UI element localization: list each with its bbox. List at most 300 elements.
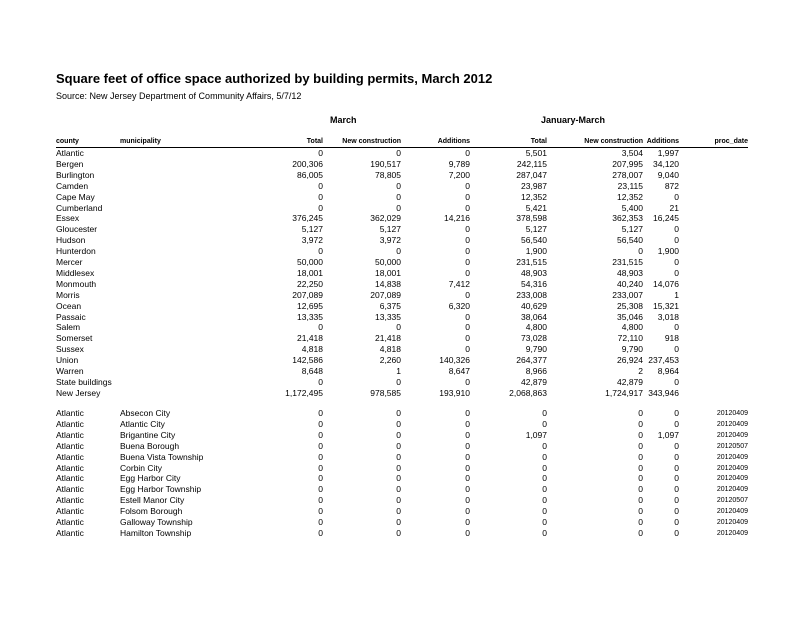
cell-jm-total: 56,540 <box>521 235 547 246</box>
cell-jm-new-construction: 0 <box>638 506 643 517</box>
cell-jm-total: 242,115 <box>516 158 547 169</box>
cell-new-construction: 0 <box>396 527 401 538</box>
cell-jm-total: 48,903 <box>521 267 547 278</box>
cell-additions: 0 <box>465 462 470 473</box>
cell-jm-additions: 1 <box>674 289 679 300</box>
cell-county: Mercer <box>56 257 83 267</box>
cell-new-construction: 3,972 <box>379 235 401 246</box>
cell-additions: 0 <box>465 246 470 257</box>
cell-municipality: Galloway Township <box>120 517 193 527</box>
table-row <box>0 312 800 323</box>
cell-total: 0 <box>318 484 323 495</box>
cell-county: Atlantic <box>56 484 84 495</box>
cell-jm-new-construction: 26,924 <box>617 355 643 366</box>
table-row <box>0 213 800 224</box>
cell-jm-additions: 21 <box>669 202 679 213</box>
cell-jm-additions: 0 <box>674 440 679 451</box>
cell-jm-new-construction: 42,879 <box>617 376 643 387</box>
table-row <box>0 170 800 181</box>
cell-jm-total: 38,064 <box>521 311 547 322</box>
table-row <box>0 148 800 159</box>
table-row <box>0 344 800 355</box>
cell-jm-additions: 0 <box>674 484 679 495</box>
column-header-jm-total: Total <box>530 138 547 145</box>
cell-additions: 0 <box>465 191 470 202</box>
cell-municipality: Egg Harbor Township <box>120 484 202 495</box>
cell-jm-total: 378,598 <box>516 213 547 224</box>
table-row <box>0 463 800 474</box>
cell-new-construction: 0 <box>396 429 401 440</box>
cell-total: 0 <box>318 418 323 429</box>
cell-new-construction: 0 <box>396 191 401 202</box>
cell-jm-total: 4,800 <box>525 322 547 333</box>
cell-county: Atlantic <box>56 473 84 484</box>
cell-additions: 0 <box>465 451 470 462</box>
cell-jm-new-construction: 278,007 <box>612 169 643 180</box>
cell-new-construction: 978,585 <box>370 387 401 398</box>
cell-new-construction: 190,517 <box>370 158 401 169</box>
table-row <box>0 301 800 312</box>
cell-jm-total: 287,047 <box>516 169 547 180</box>
cell-additions: 193,910 <box>439 387 470 398</box>
cell-county: Salem <box>56 322 81 333</box>
cell-new-construction: 14,838 <box>375 278 401 289</box>
cell-total: 0 <box>318 506 323 517</box>
cell-county: Atlantic <box>56 527 84 538</box>
table-row <box>0 355 800 366</box>
table-row <box>0 473 800 484</box>
cell-proc-date: 20120409 <box>716 519 748 526</box>
cell-jm-additions: 0 <box>674 462 679 473</box>
cell-new-construction: 0 <box>396 180 401 191</box>
cell-jm-additions: 0 <box>674 506 679 517</box>
cell-county: Passaic <box>56 311 86 322</box>
cell-jm-new-construction: 2 <box>638 366 643 376</box>
cell-additions: 0 <box>465 440 470 451</box>
cell-jm-total: 0 <box>542 473 547 484</box>
cell-new-construction: 0 <box>396 473 401 484</box>
cell-total: 13,335 <box>297 311 323 322</box>
cell-additions: 0 <box>465 180 470 191</box>
cell-proc-date: 20120409 <box>716 464 748 472</box>
cell-proc-date: 20120409 <box>716 410 748 417</box>
cell-new-construction: 0 <box>396 495 401 506</box>
cell-additions: 6,320 <box>448 300 470 311</box>
cell-jm-additions: 3,018 <box>657 311 679 322</box>
cell-additions: 0 <box>465 344 470 355</box>
cell-jm-additions: 0 <box>674 344 679 355</box>
cell-jm-total: 42,879 <box>521 376 547 387</box>
cell-new-construction: 0 <box>396 484 401 495</box>
cell-proc-date: 20120409 <box>716 529 748 537</box>
cell-jm-total: 0 <box>542 440 547 451</box>
cell-total: 22,250 <box>297 278 323 289</box>
cell-new-construction: 0 <box>396 517 401 527</box>
cell-new-construction: 0 <box>396 322 401 333</box>
cell-jm-total: 73,028 <box>521 333 547 344</box>
cell-county: Somerset <box>56 333 93 344</box>
cell-jm-new-construction: 4,800 <box>621 322 643 333</box>
cell-county: New Jersey <box>56 387 101 398</box>
cell-municipality: Atlantic City <box>120 418 165 429</box>
table-row <box>0 430 800 441</box>
cell-county: Atlantic <box>56 418 84 429</box>
cell-jm-total: 9,790 <box>525 344 547 355</box>
cell-new-construction: 2,260 <box>379 355 401 366</box>
cell-jm-total: 5,127 <box>525 224 547 235</box>
cell-additions: 14,216 <box>444 213 470 224</box>
cell-proc-date: 20120409 <box>716 453 748 461</box>
table-row <box>0 506 800 517</box>
group-header-jan-march: January-March <box>541 115 606 125</box>
cell-total: 0 <box>318 408 323 418</box>
cell-jm-new-construction: 0 <box>638 527 643 538</box>
cell-total: 21,418 <box>297 333 323 344</box>
cell-additions: 9,789 <box>448 158 470 169</box>
cell-total: 0 <box>318 462 323 473</box>
cell-municipality: Egg Harbor City <box>120 473 181 484</box>
cell-new-construction: 0 <box>396 451 401 462</box>
cell-jm-new-construction: 25,308 <box>617 300 643 311</box>
cell-jm-total: 0 <box>542 527 547 538</box>
cell-proc-date: 20120507 <box>716 442 748 450</box>
cell-jm-new-construction: 9,790 <box>621 344 643 355</box>
cell-jm-new-construction: 35,046 <box>617 311 643 322</box>
cell-jm-additions: 0 <box>674 322 679 333</box>
cell-additions: 0 <box>465 235 470 246</box>
column-header-total: Total <box>306 138 323 145</box>
cell-total: 0 <box>318 451 323 462</box>
cell-total: 86,005 <box>297 169 323 180</box>
cell-additions: 0 <box>465 376 470 387</box>
cell-municipality: Absecon City <box>120 408 171 418</box>
cell-additions: 0 <box>465 267 470 278</box>
table-row <box>0 441 800 452</box>
cell-additions: 0 <box>465 408 470 418</box>
cell-jm-total: 0 <box>542 418 547 429</box>
cell-jm-additions: 0 <box>674 376 679 387</box>
cell-municipality: Buena Vista Township <box>120 451 204 462</box>
cell-proc-date: 20120409 <box>716 431 748 439</box>
cell-total: 0 <box>318 191 323 202</box>
page-title: Square feet of office space authorized by building permits, March 2012 <box>56 71 493 86</box>
cell-jm-new-construction: 0 <box>638 517 643 527</box>
cell-additions: 7,200 <box>448 169 470 180</box>
cell-county: Ocean <box>56 300 82 311</box>
cell-total: 0 <box>318 376 323 387</box>
table-row <box>0 246 800 257</box>
column-header-proc-date: proc_date <box>714 138 748 145</box>
cell-additions: 0 <box>465 418 470 429</box>
cell-new-construction: 0 <box>396 148 401 158</box>
cell-new-construction: 0 <box>396 418 401 429</box>
cell-jm-additions: 1,097 <box>657 429 679 440</box>
cell-jm-new-construction: 0 <box>638 473 643 484</box>
table-row <box>0 235 800 246</box>
cell-jm-total: 233,008 <box>516 289 547 300</box>
cell-new-construction: 0 <box>396 462 401 473</box>
cell-jm-additions: 0 <box>674 224 679 235</box>
table-row <box>0 322 800 333</box>
cell-total: 50,000 <box>297 257 323 267</box>
table-row <box>0 181 800 192</box>
cell-jm-total: 0 <box>542 451 547 462</box>
cell-total: 0 <box>318 180 323 191</box>
cell-jm-total: 40,629 <box>521 300 547 311</box>
column-header-jm-new-construction: New construction <box>584 138 643 145</box>
cell-additions: 0 <box>465 506 470 517</box>
table-row <box>0 257 800 268</box>
cell-jm-total: 1,900 <box>525 246 547 257</box>
cell-county: Hudson <box>56 235 86 246</box>
table-row <box>0 192 800 203</box>
cell-jm-additions: 15,321 <box>653 300 679 311</box>
cell-jm-total: 12,352 <box>521 191 547 202</box>
cell-jm-additions: 0 <box>674 257 679 267</box>
cell-jm-additions: 0 <box>674 191 679 202</box>
table-row <box>0 528 800 539</box>
table-row <box>0 517 800 528</box>
cell-jm-additions: 0 <box>674 267 679 278</box>
cell-jm-additions: 0 <box>674 235 679 246</box>
cell-municipality: Hamilton Township <box>120 527 192 538</box>
cell-county: Atlantic <box>56 148 84 158</box>
cell-jm-total: 1,097 <box>525 429 547 440</box>
cell-county: Atlantic <box>56 506 84 517</box>
cell-total: 0 <box>318 527 323 538</box>
cell-new-construction: 50,000 <box>375 257 401 267</box>
cell-additions: 7,412 <box>448 278 470 289</box>
cell-jm-new-construction: 0 <box>638 462 643 473</box>
cell-county: State buildings <box>56 376 112 387</box>
cell-jm-new-construction: 231,515 <box>612 257 643 267</box>
cell-jm-additions: 0 <box>674 408 679 418</box>
cell-total: 0 <box>318 517 323 527</box>
cell-additions: 0 <box>465 484 470 495</box>
cell-jm-additions: 34,120 <box>653 158 679 169</box>
cell-total: 376,245 <box>292 213 323 224</box>
cell-total: 8,648 <box>301 366 323 376</box>
cell-jm-additions: 0 <box>674 473 679 484</box>
cell-county: Bergen <box>56 158 84 169</box>
cell-jm-new-construction: 0 <box>638 429 643 440</box>
table-row <box>0 290 800 301</box>
cell-jm-additions: 0 <box>674 418 679 429</box>
table-row <box>0 419 800 430</box>
source-note: Source: New Jersey Department of Community Affairs, 5/7/12 <box>56 91 302 101</box>
cell-proc-date: 20120507 <box>716 497 748 505</box>
cell-county: Cumberland <box>56 202 103 213</box>
cell-municipality: Brigantine City <box>120 429 176 440</box>
cell-jm-new-construction: 0 <box>638 484 643 495</box>
cell-county: Union <box>56 355 79 366</box>
cell-jm-total: 0 <box>542 517 547 527</box>
cell-new-construction: 1 <box>396 366 401 376</box>
cell-total: 0 <box>318 440 323 451</box>
cell-jm-additions: 0 <box>674 495 679 506</box>
cell-jm-total: 54,316 <box>521 278 547 289</box>
cell-new-construction: 207,089 <box>370 289 401 300</box>
cell-municipality: Estell Manor City <box>120 495 185 506</box>
table-row <box>0 495 800 506</box>
cell-jm-additions: 918 <box>664 333 679 344</box>
cell-additions: 0 <box>465 322 470 333</box>
cell-jm-total: 231,515 <box>516 257 547 267</box>
cell-total: 0 <box>318 202 323 213</box>
table-row <box>0 268 800 279</box>
cell-jm-new-construction: 23,115 <box>617 180 643 191</box>
cell-county: Atlantic <box>56 429 84 440</box>
cell-additions: 0 <box>465 289 470 300</box>
cell-jm-new-construction: 40,240 <box>617 278 643 289</box>
cell-additions: 140,326 <box>439 355 470 366</box>
cell-county: Atlantic <box>56 440 84 451</box>
cell-total: 12,695 <box>297 300 323 311</box>
column-header-county: county <box>56 138 79 145</box>
table-row <box>0 408 800 419</box>
cell-new-construction: 0 <box>396 506 401 517</box>
cell-total: 0 <box>318 495 323 506</box>
cell-total: 142,586 <box>292 355 323 366</box>
cell-new-construction: 0 <box>396 246 401 257</box>
cell-jm-new-construction: 0 <box>638 451 643 462</box>
cell-county: Camden <box>56 180 89 191</box>
cell-county: Atlantic <box>56 495 84 506</box>
column-header-municipality: municipality <box>120 138 161 145</box>
cell-jm-new-construction: 48,903 <box>617 267 643 278</box>
cell-total: 4,818 <box>301 344 323 355</box>
cell-jm-total: 0 <box>542 495 547 506</box>
cell-proc-date: 20120409 <box>716 486 748 494</box>
cell-jm-total: 8,966 <box>525 366 547 376</box>
cell-jm-new-construction: 5,127 <box>621 224 643 235</box>
table-row <box>0 203 800 214</box>
cell-county: Morris <box>56 289 80 300</box>
cell-additions: 0 <box>465 148 470 158</box>
cell-additions: 0 <box>465 257 470 267</box>
cell-county: Cape May <box>56 191 95 202</box>
cell-county: Atlantic <box>56 462 84 473</box>
cell-new-construction: 0 <box>396 440 401 451</box>
cell-jm-new-construction: 207,995 <box>612 158 643 169</box>
cell-new-construction: 6,375 <box>379 300 401 311</box>
cell-new-construction: 78,805 <box>375 169 401 180</box>
cell-jm-total: 0 <box>542 484 547 495</box>
cell-total: 0 <box>318 246 323 257</box>
cell-municipality: Folsom Borough <box>120 506 183 517</box>
cell-jm-new-construction: 12,352 <box>617 191 643 202</box>
cell-jm-additions: 1,900 <box>657 246 679 257</box>
cell-jm-total: 0 <box>542 506 547 517</box>
cell-additions: 0 <box>465 224 470 235</box>
cell-new-construction: 0 <box>396 202 401 213</box>
cell-county: Atlantic <box>56 451 84 462</box>
cell-jm-total: 0 <box>542 462 547 473</box>
cell-jm-new-construction: 233,007 <box>612 289 643 300</box>
cell-additions: 0 <box>465 527 470 538</box>
cell-new-construction: 21,418 <box>375 333 401 344</box>
cell-county: Hunterdon <box>56 246 96 257</box>
cell-jm-new-construction: 0 <box>638 418 643 429</box>
cell-jm-new-construction: 56,540 <box>617 235 643 246</box>
cell-jm-new-construction: 1,724,917 <box>605 387 643 398</box>
cell-municipality: Corbin City <box>120 462 163 473</box>
column-header-new-construction: New construction <box>342 138 401 145</box>
cell-county: Warren <box>56 366 84 376</box>
cell-total: 18,001 <box>297 267 323 278</box>
cell-county: Essex <box>56 213 80 224</box>
cell-total: 207,089 <box>292 289 323 300</box>
cell-jm-new-construction: 5,400 <box>621 202 643 213</box>
cell-jm-additions: 16,245 <box>653 213 679 224</box>
cell-additions: 0 <box>465 495 470 506</box>
group-header-march: March <box>330 115 357 125</box>
cell-county: Gloucester <box>56 224 98 235</box>
cell-jm-new-construction: 0 <box>638 408 643 418</box>
cell-jm-new-construction: 3,504 <box>621 148 643 158</box>
cell-additions: 8,647 <box>448 366 470 376</box>
cell-jm-new-construction: 0 <box>638 440 643 451</box>
table-row <box>0 159 800 170</box>
table-row <box>0 388 800 399</box>
cell-jm-total: 2,068,863 <box>509 387 547 398</box>
cell-total: 0 <box>318 322 323 333</box>
cell-total: 3,972 <box>301 235 323 246</box>
cell-jm-additions: 1,997 <box>657 148 679 158</box>
cell-jm-additions: 0 <box>674 517 679 527</box>
table-row <box>0 366 800 377</box>
cell-additions: 0 <box>465 517 470 527</box>
cell-total: 0 <box>318 429 323 440</box>
cell-total: 0 <box>318 148 323 158</box>
column-header-additions: Additions <box>437 138 470 145</box>
cell-jm-new-construction: 72,110 <box>617 333 643 344</box>
cell-jm-total: 23,987 <box>521 180 547 191</box>
cell-new-construction: 13,335 <box>375 311 401 322</box>
cell-proc-date: 20120409 <box>716 508 748 516</box>
cell-jm-total: 5,501 <box>525 148 547 158</box>
table-row <box>0 484 800 495</box>
cell-jm-new-construction: 362,353 <box>612 213 643 224</box>
cell-additions: 0 <box>465 473 470 484</box>
cell-additions: 0 <box>465 429 470 440</box>
cell-county: Sussex <box>56 344 84 355</box>
table-row <box>0 224 800 235</box>
cell-jm-additions: 237,453 <box>648 355 679 366</box>
cell-county: Burlington <box>56 169 95 180</box>
cell-county: Atlantic <box>56 408 84 418</box>
cell-county: Atlantic <box>56 517 84 527</box>
cell-jm-additions: 14,076 <box>653 278 679 289</box>
cell-jm-total: 5,421 <box>525 202 547 213</box>
table-row <box>0 279 800 290</box>
cell-county: Monmouth <box>56 278 97 289</box>
cell-total: 1,172,495 <box>285 387 323 398</box>
cell-county: Middlesex <box>56 267 95 278</box>
cell-jm-additions: 8,964 <box>657 366 679 376</box>
cell-new-construction: 0 <box>396 408 401 418</box>
cell-new-construction: 18,001 <box>375 267 401 278</box>
cell-new-construction: 4,818 <box>379 344 401 355</box>
cell-new-construction: 362,029 <box>370 213 401 224</box>
cell-total: 200,306 <box>292 158 323 169</box>
cell-additions: 0 <box>465 202 470 213</box>
cell-new-construction: 0 <box>396 376 401 387</box>
cell-municipality: Buena Borough <box>120 440 180 451</box>
cell-total: 5,127 <box>301 224 323 235</box>
cell-total: 0 <box>318 473 323 484</box>
cell-jm-additions: 343,946 <box>648 387 679 398</box>
